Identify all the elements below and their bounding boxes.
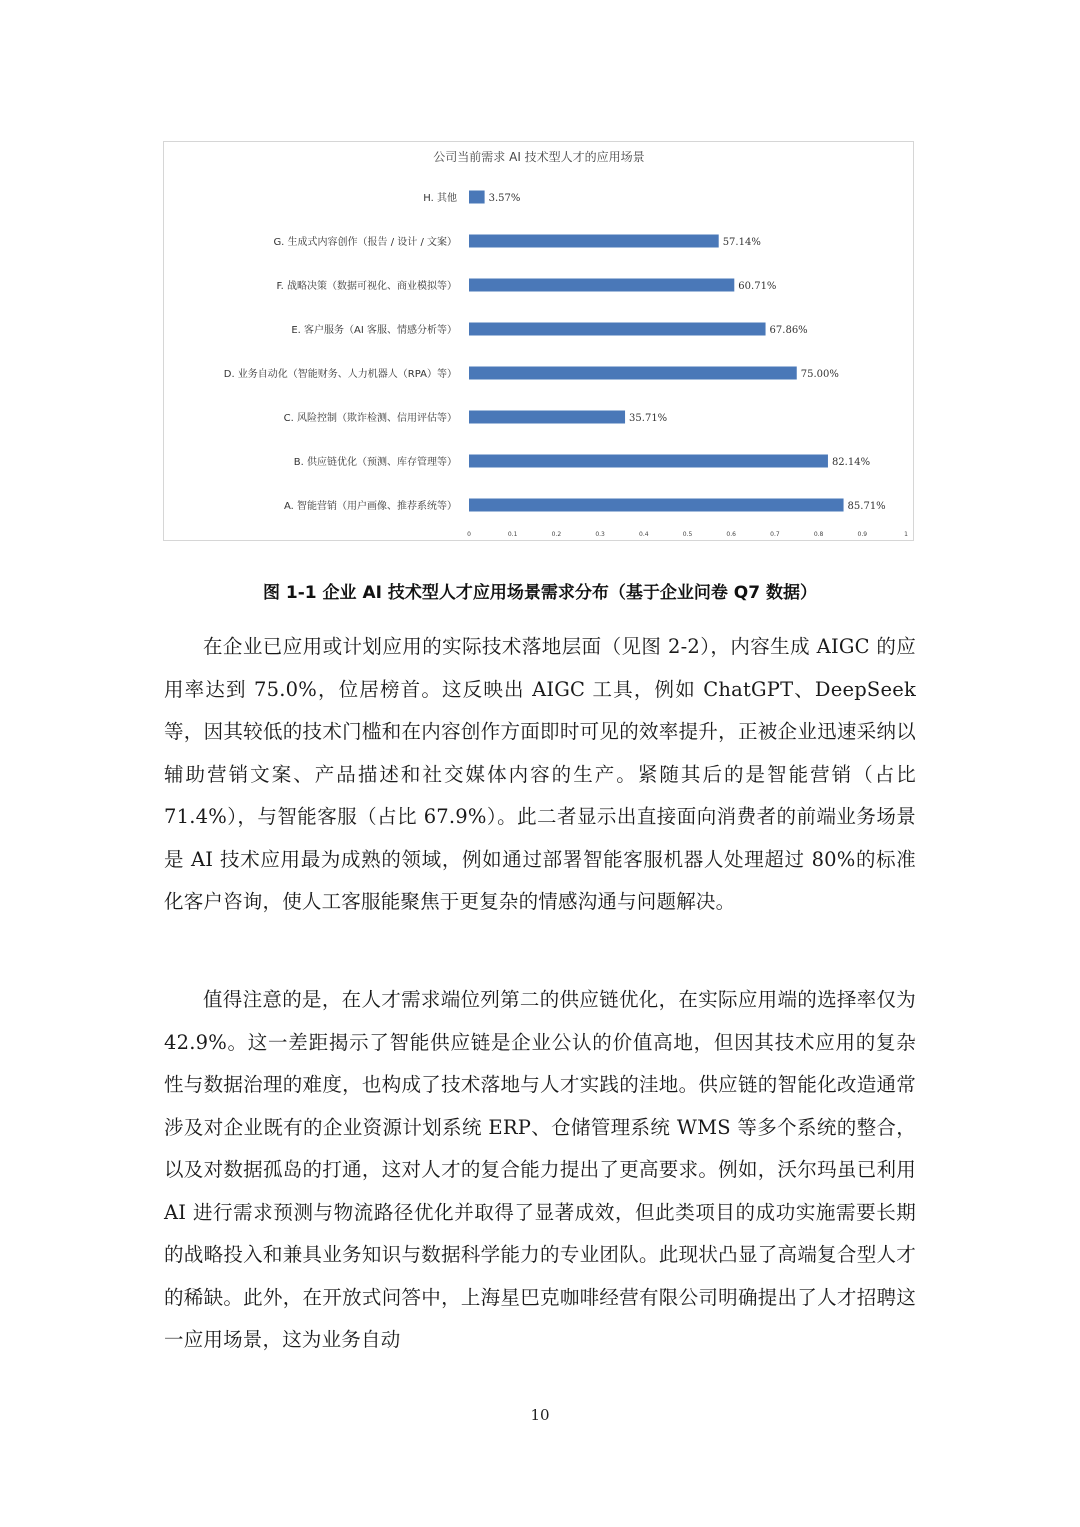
data-label: 82.14% — [831, 457, 871, 468]
category-label: H. 其他 — [423, 193, 457, 204]
bar — [469, 279, 734, 292]
data-label: 35.71% — [629, 413, 668, 424]
category-label: E. 客户服务（AI 客服、情感分析等） — [291, 325, 457, 336]
chart-title: 公司当前需求 AI 技术型人才的应用场景 — [433, 150, 645, 164]
category-label: A. 智能营销（用户画像、推荐系统等） — [283, 501, 457, 512]
x-tick-label: 0.2 — [551, 531, 562, 538]
category-label: C. 风险控制（欺诈检测、信用评估等） — [283, 413, 457, 424]
bar — [469, 455, 828, 468]
bar — [469, 367, 797, 380]
x-tick-label: 1 — [904, 531, 908, 538]
data-label: 57.14% — [722, 237, 761, 248]
category-label: B. 供应链优化（预测、库存管理等） — [293, 457, 457, 468]
category-label: G. 生成式内容创作（报告 / 设计 / 文案） — [273, 237, 457, 248]
data-label: 3.57% — [488, 193, 521, 204]
page-number: 10 — [530, 1406, 550, 1424]
x-tick-label: 0.1 — [507, 531, 518, 538]
category-label: F. 战略决策（数据可视化、商业模拟等） — [276, 281, 457, 292]
bar — [469, 411, 625, 424]
figure-caption: 图 1-1 企业 AI 技术型人才应用场景需求分布（基于企业问卷 Q7 数据） — [263, 583, 817, 603]
x-tick-label: 0.7 — [770, 531, 780, 538]
x-tick-label: 0.9 — [857, 531, 868, 538]
data-label: 60.71% — [738, 281, 777, 292]
bar — [469, 323, 766, 336]
x-tick-label: 0.6 — [726, 531, 736, 538]
x-tick-label: 0.5 — [682, 531, 693, 538]
category-label: D. 业务自动化（智能财务、人力机器人（RPA）等） — [223, 369, 457, 380]
x-tick-label: 0.8 — [813, 531, 824, 538]
chart-canvas — [164, 142, 915, 542]
body-paragraph-2: 值得注意的是，在人才需求端位列第二的供应链优化，在实际应用端的选择率仅为 42.9%。这一差距揭示了智能供应链是企业公认的价值高地，但因其技术应用的复杂性与数据治理的难度，也构成了技术落地与人才实践的洼地。供应链的智能化改造通常涉及对企业既有的企业资源计划系统 ERP、仓储管理系统 WMS 等多个系统的整合，以及对数据孤岛的打通，这对人才的复合能力提出了更高要求。例如，沃尔玛虽已利用 AI 进行需求预测与物流路径优化并取得了显著成效，但此类项目的成功实施需要长期的战略投入和兼具业务知识与数据科学能力的专业团队。此现状凸显了高端复合型人才的稀缺。此外，在开放式问答中，上海星巴克咖啡经营有限公司明确提出了人才招聘这一应用场景，这为业务自动 — [164, 988, 916, 1351]
data-label: 75.00% — [800, 369, 839, 380]
bar — [469, 235, 719, 248]
bar-chart — [163, 141, 914, 541]
x-tick-label: 0.4 — [639, 531, 649, 538]
data-label: 85.71% — [847, 501, 886, 512]
data-label: 67.86% — [769, 325, 808, 336]
x-tick-label: 0.3 — [595, 531, 605, 538]
bar — [469, 191, 485, 204]
body-paragraph-1: 在企业已应用或计划应用的实际技术落地层面（见图 2-2），内容生成 AIGC 的应用率达到 75.0%，位居榜首。这反映出 AIGC 工具，例如 ChatGPT、DeepSeek 等，因其较低的技术门槛和在内容创作方面即时可见的效率提升，正被企业迅速采纳以辅助营销文案、产品描述和社交媒体内容的生产。紧随其后的是智能营销（占比 71.4%），与智能客服（占比 67.9%）。此二者显示出直接面向消费者的前端业务场景是 AI 技术应用最为成熟的领域，例如通过部署智能客服机器人处理超过 80%的标准化客户咨询，使人工客服能聚焦于更复杂的情感沟通与问题解决。 — [164, 635, 916, 913]
x-tick-label: 0 — [467, 531, 471, 538]
bar — [469, 499, 844, 512]
